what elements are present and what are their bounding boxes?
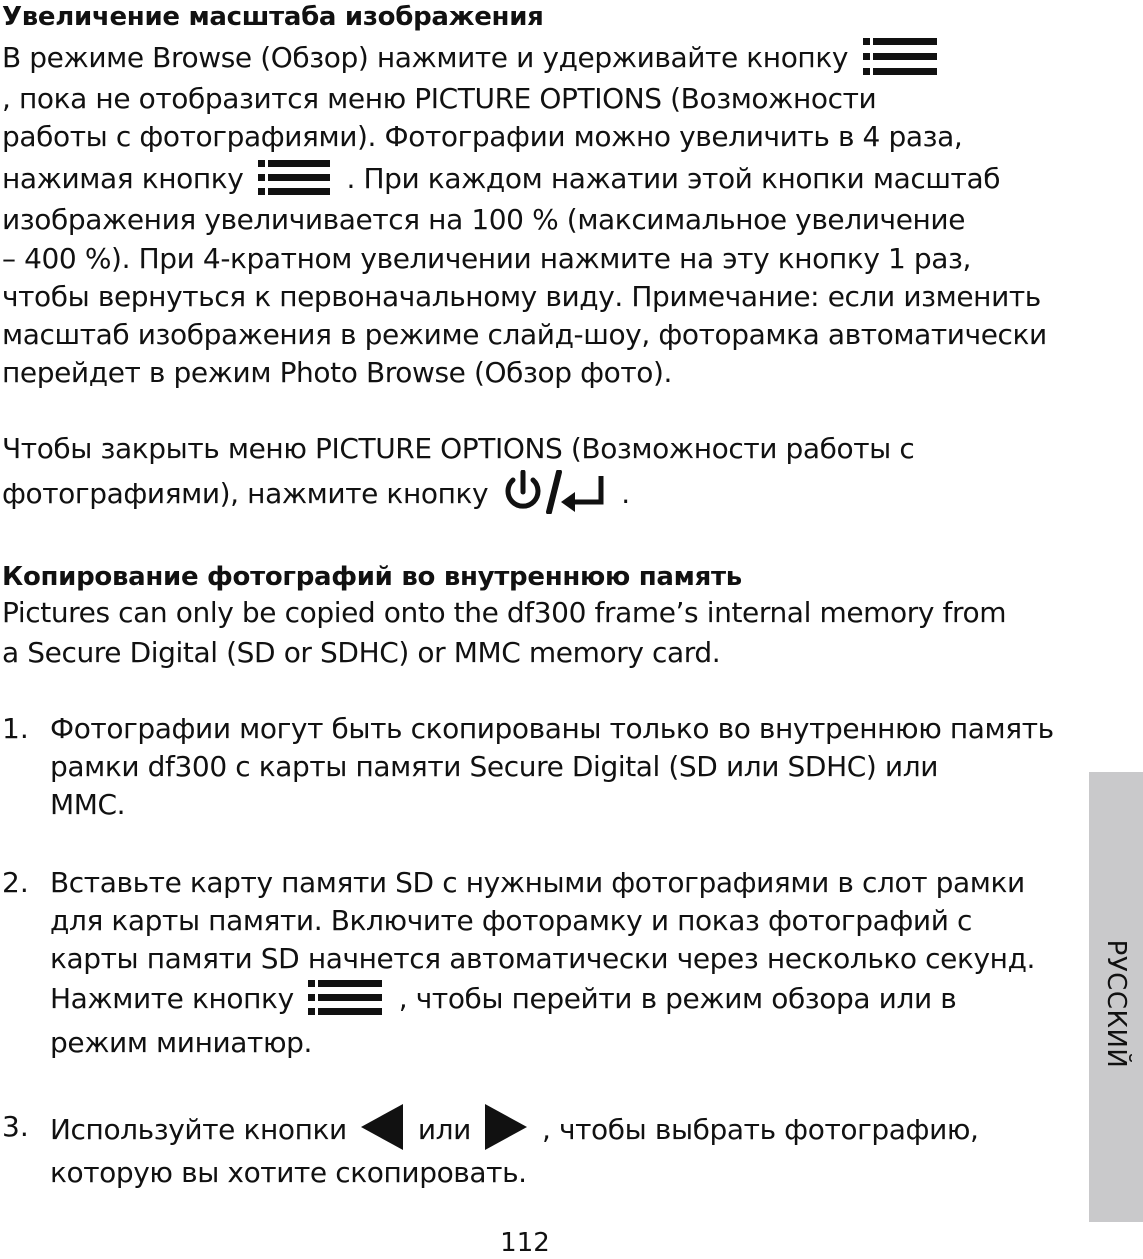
step-2-line-4-text-b: , чтобы перейти в режим обзора или в: [398, 982, 957, 1015]
right-arrow-icon: [483, 1102, 529, 1152]
menu-list-icon: [258, 158, 332, 198]
page-number: 112: [500, 1228, 550, 1258]
language-tab-label: РУССКИЙ: [1101, 939, 1131, 1069]
menu-list-icon: [863, 36, 939, 78]
step-3-line-1-text-a: Используйте кнопки: [50, 1113, 347, 1146]
step-3-line-2: которую вы хотите скопировать.: [50, 1156, 527, 1189]
step-2-line-4: [50, 982, 956, 1018]
step-1-line-2: рамки df300 с карты памяти Secure Digital (SD или SDHC) или: [50, 750, 939, 783]
zoom-line-3: работы с фотографиями). Фотографии можно увеличить в 4 раза,: [2, 120, 963, 153]
step-2-line-4-text-a: Нажмите кнопку: [50, 982, 294, 1015]
step-3-line-1-text-c: , чтобы выбрать фотографию,: [542, 1113, 979, 1146]
step-2-number: 2.: [2, 866, 29, 899]
left-arrow-icon: [359, 1102, 405, 1152]
step-2-line-1: Вставьте карту памяти SD с нужными фотографиями в слот рамки: [50, 866, 1025, 899]
step-2-line-5: режим миниатюр.: [50, 1026, 312, 1059]
zoom-line-1-text: В режиме Browse (Обзор) нажмите и удерживайте кнопку: [2, 41, 849, 74]
zoom-line-5: изображения увеличивается на 100 % (максимальное увеличение: [2, 203, 966, 236]
power-return-icon: [503, 470, 607, 514]
step-1-number: 1.: [2, 712, 29, 745]
copy-intro-line-2: a Secure Digital (SD or SDHC) or MMC memory card.: [2, 636, 721, 669]
close-line-2: [2, 476, 630, 514]
zoom-line-1: [2, 40, 939, 78]
step-3-line-1-text-b: или: [417, 1113, 471, 1146]
zoom-heading: Увеличение масштаба изображения: [2, 2, 544, 32]
zoom-line-2: , пока не отобразится меню PICTURE OPTIONS (Возможности: [2, 82, 877, 115]
step-1-line-3: MMC.: [50, 788, 126, 821]
step-2-line-3: карты памяти SD начнется автоматически через несколько секунд.: [50, 942, 1036, 975]
zoom-line-4-text-b: . При каждом нажатии этой кнопки масштаб: [346, 162, 1001, 195]
zoom-line-6: – 400 %). При 4-кратном увеличении нажмите на эту кнопку 1 раз,: [2, 242, 972, 275]
close-line-2-text: фотографиями), нажмите кнопку: [2, 477, 489, 510]
close-line-1: Чтобы закрыть меню PICTURE OPTIONS (Возможности работы с: [2, 432, 915, 465]
step-1-line-1: Фотографии могут быть скопированы только во внутреннюю память: [50, 712, 1054, 745]
zoom-line-7: чтобы вернуться к первоначальному виду. Примечание: если изменить: [2, 280, 1041, 313]
step-3-number: 3.: [2, 1110, 29, 1143]
language-side-tab: [1089, 772, 1143, 1222]
zoom-line-8: масштаб изображения в режиме слайд-шоу, фоторамка автоматически: [2, 318, 1047, 351]
zoom-line-4-text-a: нажимая кнопку: [2, 162, 244, 195]
zoom-line-4: [2, 162, 1000, 198]
zoom-line-9: перейдет в режим Photo Browse (Обзор фото).: [2, 356, 673, 389]
copy-intro-line-1: Pictures can only be copied onto the df300 frame’s internal memory from: [2, 596, 1007, 629]
menu-list-icon: [308, 978, 384, 1018]
close-line-2-period: .: [621, 477, 630, 510]
copy-heading: Копирование фотографий во внутреннюю память: [2, 562, 742, 592]
step-3-line-1: [50, 1110, 979, 1152]
step-2-line-2: для карты памяти. Включите фоторамку и показ фотографий с: [50, 904, 972, 937]
